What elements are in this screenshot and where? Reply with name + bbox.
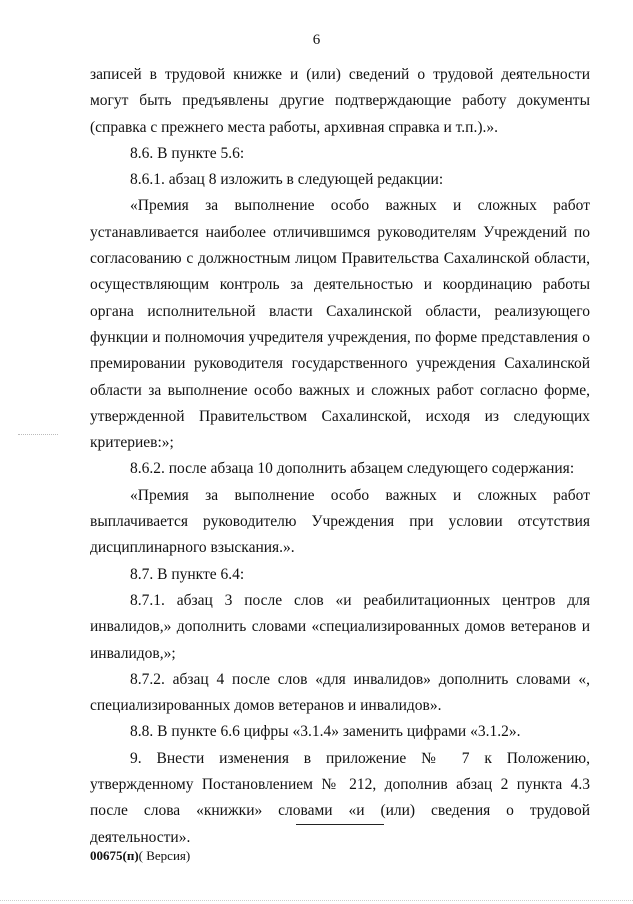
paragraph: записей в трудовой книжке и (или) сведений о трудовой деятельности могут быть предъявлены другие подтверждающие работу документы (справка с прежнего места работы, архивная справка и т.п.).». [90,66,590,136]
paragraph: 8.6.1. абзац 8 изложить в следующей редакции: [130,171,444,189]
paragraph: 9. Внести изменения в приложение № 7 к Положению, утвержденному Постановлением № 212, дополнив абзац 2 пункта 4.3 после слова «книжки» словами «и (или) сведения о трудовой деятельности». [90,749,590,846]
document-code [90,848,190,864]
paragraph: 8.7.2. абзац 4 после слов «для инвалидов» дополнить словами «, специализированных домов ветеранов и инвалидов». [90,670,590,715]
document-code-number: 00675(п) [90,848,139,863]
paragraph: 8.6. В пункте 5.6: [130,144,245,162]
paragraph: «Премия за выполнение особо важных и сложных работ устанавливается наиболее отличившимся руководителям Учреждений по согласованию с должностным лицом Правительства Сахалинской области, осуществляющим контроль за деятельностью и координацию работы органа исполнительной власти Сахалинской области, реализующего функции и полномочия учредителя учреждения, по форме представления о премировании руководителя государственного учреждения Сахалинской области за выполнение особо важных и сложных работ согласно форме, утвержденной Правительством Сахалинской, исходя из следующих критериев:»; [90,197,590,452]
paragraph: 8.6.2. после абзаца 10 дополнить абзацем следующего содержания: [130,460,575,478]
paragraph: «Премия за выполнение особо важных и сложных работ выплачивается руководителю Учреждения при условии отсутствия дисциплинарного взыскания.». [90,486,590,557]
page-number: 6 [312,32,321,48]
scan-margin-marks [18,434,58,435]
paragraph: 8.7.1. абзац 3 после слов «и реабилитационных центров для инвалидов,» дополнить словами «специализированных домов ветеранов и инвалидов,»; [90,591,590,662]
paragraph: 8.7. В пункте 6.4: [130,565,245,583]
document-body [90,62,590,851]
scan-bottom-edge [0,900,633,901]
document-code-version: ( Версия) [138,848,191,863]
separator-line [296,824,384,825]
paragraph: 8.8. В пункте 6.6 цифры «3.1.4» заменить цифрами «3.1.2». [130,723,521,741]
